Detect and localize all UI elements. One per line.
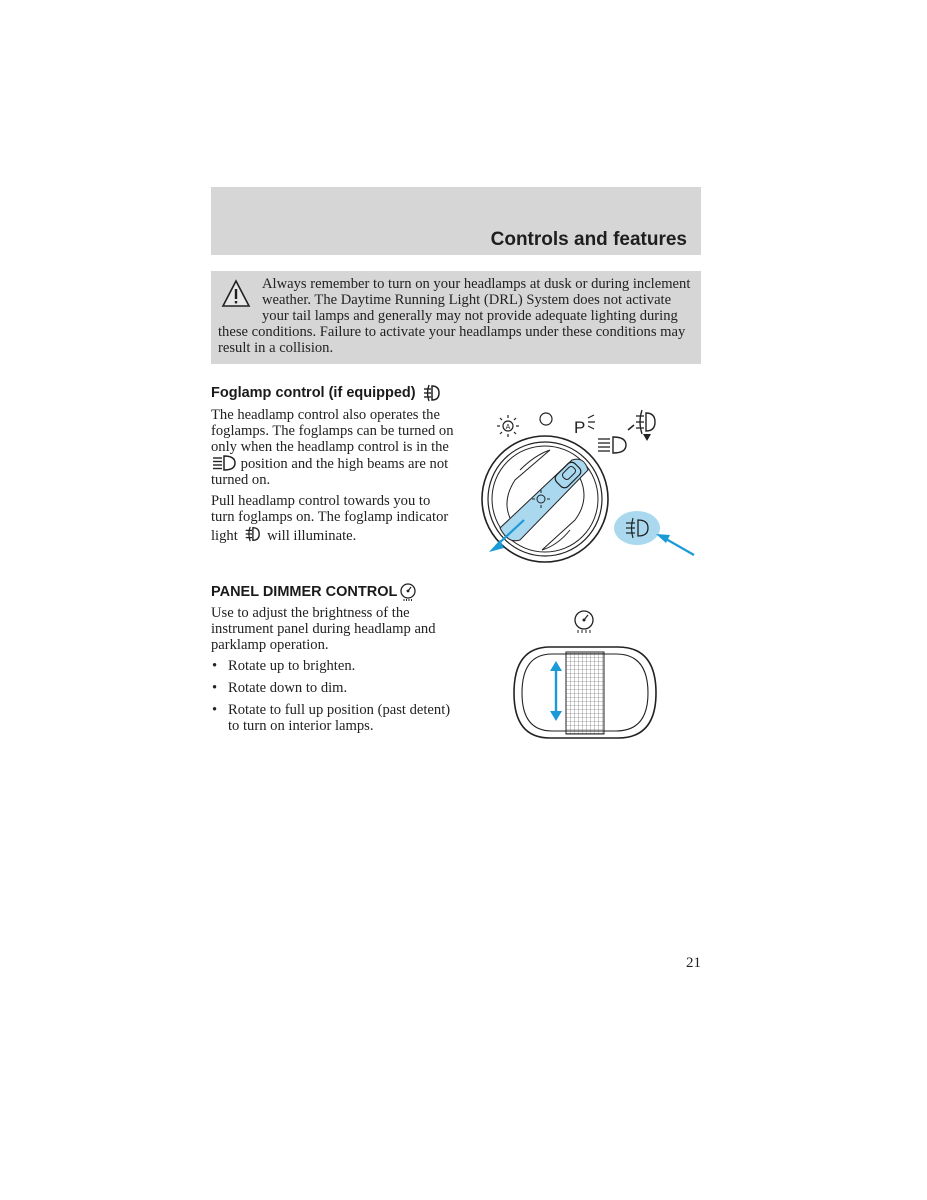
foglamp-paragraph-2-start: Pull headlamp control towards you to turn foglamps on. The foglamp indicator light	[211, 493, 449, 544]
foglamp-paragraph-2	[211, 493, 456, 544]
warning-text: Always remember to turn on your headlamps at dusk or during inclement weather. The Daytime Running Light (DRL) System does not activate your tail lamps and generally may not provide adequate lighting during these conditions. Failure to activate your headlamps under these conditions may result in a collision.	[218, 276, 691, 356]
list-item: • Rotate down to dim.	[212, 680, 348, 696]
panel-dimmer-heading-text: PANEL DIMMER CONTROL	[211, 584, 398, 600]
foglamp-paragraph-2-end: will illuminate.	[267, 528, 357, 544]
parking-lamp-icon	[574, 415, 595, 437]
foglamp-paragraph-1	[211, 407, 456, 488]
panel-dimmer-heading	[211, 582, 418, 602]
headlamp-on-icon	[598, 437, 626, 453]
list-item: • Rotate to full up position (past detent) to turn on interior lamps.	[212, 702, 451, 734]
warning-triangle-icon	[221, 279, 251, 309]
off-position-icon	[540, 413, 552, 425]
page-number: 21	[686, 955, 701, 971]
svg-text:P: P	[574, 418, 586, 437]
dimmer-thumbwheel	[514, 647, 656, 738]
auto-lamp-icon	[497, 415, 519, 437]
headlamp-knob	[482, 436, 608, 562]
headlamp-control-illustration	[480, 400, 705, 570]
list-item: • Rotate up to brighten.	[212, 658, 356, 674]
panel-dimmer-symbol-icon	[575, 611, 593, 633]
foglamp-pull-icon	[628, 410, 655, 441]
svg-text:A: A	[505, 424, 511, 431]
panel-dimmer-illustration	[510, 605, 660, 745]
section-header-band	[211, 187, 701, 255]
headlamp-icon	[211, 455, 237, 471]
foglamp-indicator-light	[614, 511, 694, 555]
foglamp-paragraph-1-end: position and the high beams are not turned on.	[211, 456, 449, 488]
foglamp-heading	[211, 383, 441, 403]
panel-dimmer-icon	[398, 582, 418, 602]
warning-box	[211, 271, 701, 364]
panel-dimmer-intro: Use to adjust the brightness of the instrument panel during headlamp and parklamp operation.	[211, 605, 436, 653]
foglamp-paragraph-1-start: The headlamp control also operates the foglamps. The foglamps can be turned on only when the headlamp control is in the	[211, 407, 454, 455]
section-title: Controls and features	[490, 229, 687, 250]
foglamp-indicator-icon	[241, 525, 263, 543]
foglamp-heading-text: Foglamp control (if equipped)	[211, 385, 416, 401]
foglamp-icon	[421, 383, 441, 403]
panel-dimmer-bullets	[211, 658, 461, 740]
